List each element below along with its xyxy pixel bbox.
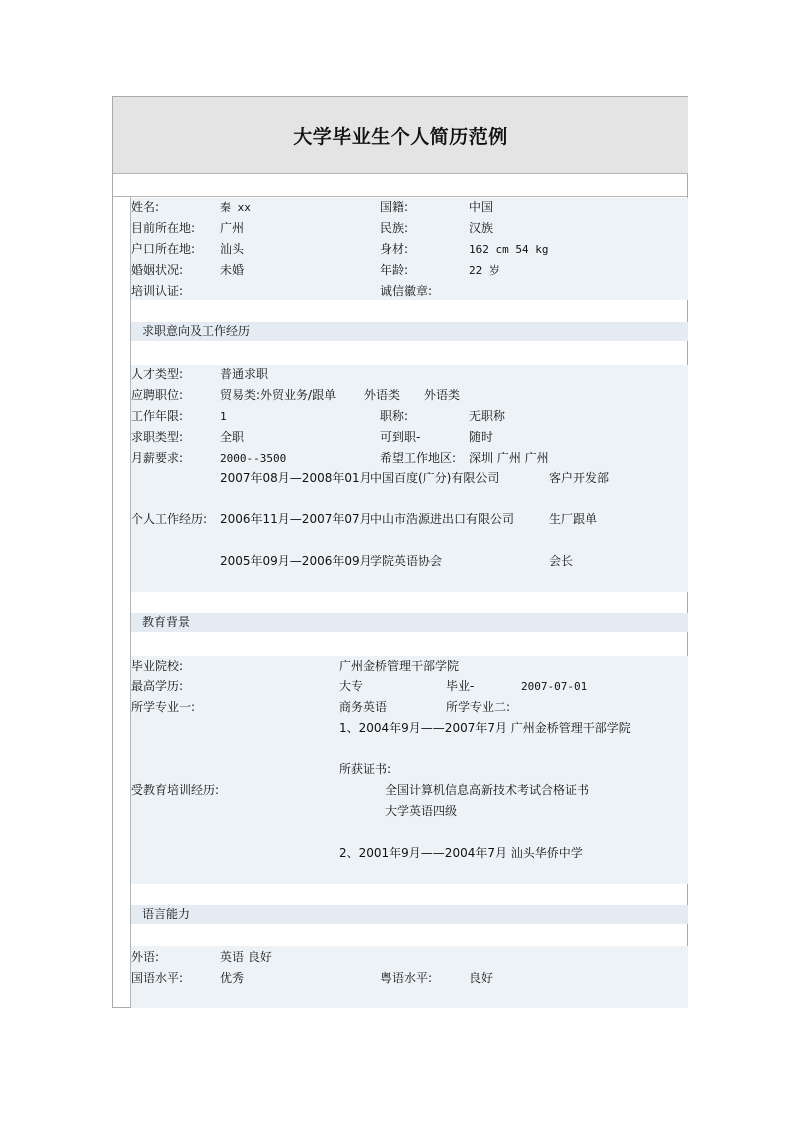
position-label: 应聘职位:: [131, 388, 184, 402]
hukou-value: 汕头: [220, 242, 245, 256]
available-label: 可到职-: [380, 430, 421, 444]
history-label: 受教育培训经历:: [131, 783, 220, 797]
experience-company: 中国百度(广分)有限公司: [370, 471, 500, 485]
cantonese-label: 粤语水平:: [380, 971, 433, 985]
section-language: 语言能力: [131, 905, 688, 924]
experience-role: 会长: [549, 554, 574, 568]
location-label: 目前所在地:: [131, 221, 196, 235]
major1-value: 商务英语: [339, 700, 388, 714]
position-value-3: 外语类: [424, 388, 461, 402]
divider: [113, 196, 688, 197]
age-value: 22 岁: [469, 264, 500, 277]
column-divider: [130, 197, 131, 1007]
cert-2: 大学英语四级: [385, 804, 458, 818]
hukou-label: 户口所在地:: [131, 242, 196, 256]
title-bar: [113, 97, 688, 174]
area-label: 希望工作地区:: [380, 451, 457, 465]
certs-label: 所获证书:: [339, 762, 392, 776]
section-job: 求职意向及工作经历: [131, 322, 688, 341]
experience-period: 2007年08月—2008年01月: [220, 471, 372, 485]
experience-period: 2005年09月—2006年09月: [220, 554, 372, 568]
cantonese-value: 良好: [469, 971, 494, 985]
major2-label: 所学专业二:: [446, 700, 511, 714]
degree-label: 最高学历:: [131, 679, 184, 693]
training-label: 培训认证:: [131, 284, 184, 298]
body-value: 162 cm 54 kg: [469, 243, 549, 256]
integrity-label: 诚信徽章:: [380, 284, 433, 298]
position-value-2: 外语类: [364, 388, 401, 402]
ethnicity-value: 汉族: [469, 221, 494, 235]
marital-label: 婚姻状况:: [131, 263, 184, 277]
history-item-1: 1、2004年9月——2007年7月 广州金桥管理干部学院: [339, 721, 631, 735]
nationality-value: 中国: [469, 200, 494, 214]
marital-value: 未婚: [220, 263, 245, 277]
cert-1: 全国计算机信息高新技术考试合格证书: [385, 783, 590, 797]
grad-label: 毕业-: [446, 679, 475, 693]
mandarin-value: 优秀: [220, 971, 245, 985]
experience-role: 客户开发部: [549, 471, 610, 485]
nationality-label: 国籍:: [380, 200, 409, 214]
foreign-value: 英语 良好: [220, 950, 272, 964]
position-value-1: 贸易类:外贸业务/跟单: [220, 388, 337, 402]
ethnicity-label: 民族:: [380, 221, 409, 235]
experience-role: 生厂跟单: [549, 512, 598, 526]
grad-date: 2007-07-01: [521, 680, 588, 693]
mandarin-label: 国语水平:: [131, 971, 184, 985]
experience-period: 2006年11月—2007年07月: [220, 512, 372, 526]
age-label: 年龄:: [380, 263, 409, 277]
body-label: 身材:: [380, 242, 409, 256]
talent-label: 人才类型:: [131, 367, 184, 381]
years-value: 1: [220, 410, 227, 423]
name-value: 秦 xx: [220, 201, 251, 214]
degree-value: 大专: [339, 679, 364, 693]
years-label: 工作年限:: [131, 409, 184, 423]
foreign-label: 外语:: [131, 950, 160, 964]
talent-value: 普通求职: [220, 367, 269, 381]
history-item-2: 2、2001年9月——2004年7月 汕头华侨中学: [339, 846, 583, 860]
experience-company: 学院英语协会: [370, 554, 443, 568]
rank-value: 无职称: [469, 409, 506, 423]
name-label: 姓名:: [131, 200, 160, 214]
page-title: 大学毕业生个人简历范例: [293, 125, 508, 148]
salary-value: 2000--3500: [220, 452, 287, 465]
school-value: 广州金桥管理干部学院: [339, 659, 460, 673]
experience-company: 中山市浩源进出口有限公司: [370, 512, 515, 526]
area-value: 深圳 广州 广州: [469, 451, 549, 465]
experience-label: 个人工作经历:: [131, 512, 208, 526]
available-value: 随时: [469, 430, 494, 444]
location-value: 广州: [220, 221, 245, 235]
rank-label: 职称:: [380, 409, 409, 423]
type-value: 全职: [220, 430, 245, 444]
type-label: 求职类型:: [131, 430, 184, 444]
school-label: 毕业院校:: [131, 659, 184, 673]
salary-label: 月薪要求:: [131, 451, 184, 465]
major1-label: 所学专业一:: [131, 700, 196, 714]
section-education: 教育背景: [131, 613, 688, 632]
